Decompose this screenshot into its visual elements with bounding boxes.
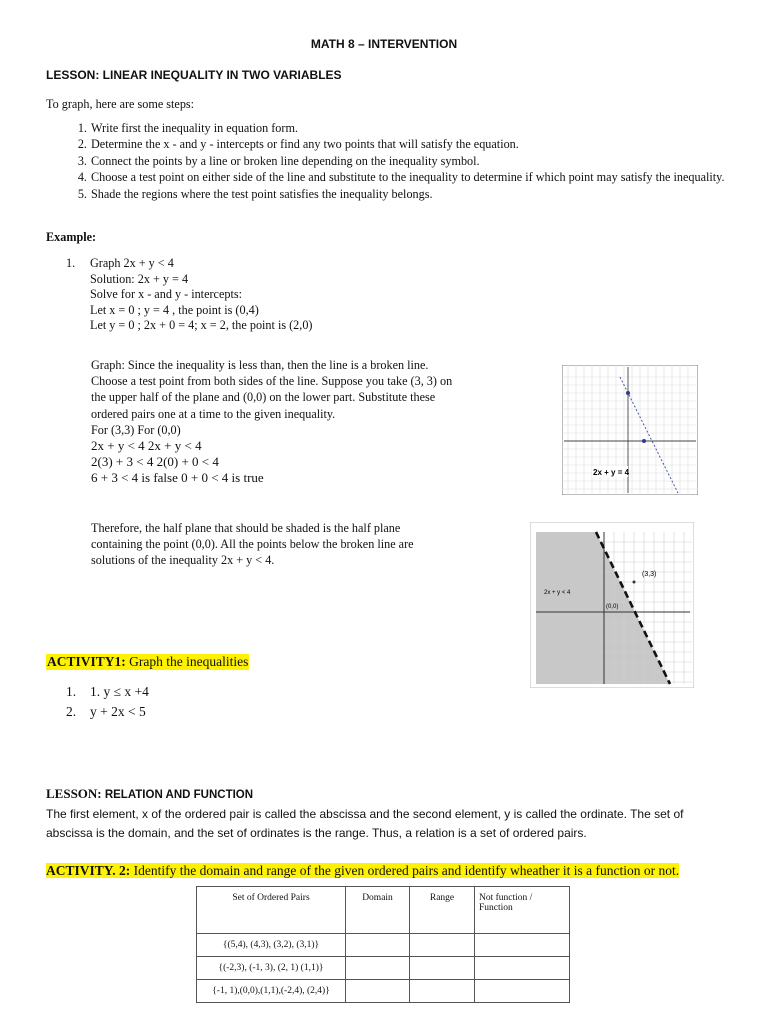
example-label: Example:: [46, 230, 97, 244]
graph-label: 2x + y < 4: [544, 590, 571, 596]
text-line: 6 + 3 < 4 is false 0 + 0 < 4 is true: [91, 470, 264, 486]
list-item: 5. Shade the regions where the test point satisfies the inequality belongs.: [90, 186, 750, 202]
activity2-label: ACTIVITY. 2:: [46, 863, 131, 878]
graph-equation: [562, 365, 698, 495]
lesson2-label: LESSON:: [46, 786, 102, 801]
activity1-heading: [46, 654, 249, 670]
steps-intro: To graph, here are some steps:: [46, 97, 195, 111]
text-line: 2x + y < 4 2x + y < 4: [91, 438, 202, 454]
text-line: containing the point (0,0). All the points below the broken line are: [91, 537, 414, 552]
x-intercept-point: [642, 439, 646, 443]
y-intercept-point: [626, 391, 630, 395]
example-number: 1.: [66, 256, 76, 270]
list-item: 4. Choose a test point on either side of the line and substitute to the inequality to determine if which point may satisfy the inequality.: [90, 169, 750, 185]
table-row: [197, 980, 570, 1003]
graph-explanation: [91, 357, 452, 487]
text-line: Therefore, the half plane that should be shaded is the half plane: [91, 521, 401, 535]
text-line: solutions of the inequality 2x + y < 4.: [91, 553, 275, 568]
activity2-text: Identify the domain and range of the given ordered pairs and identify wheather it is a function or not.: [130, 863, 680, 878]
header-cell: Domain: [346, 887, 410, 934]
item-number: 2.: [66, 704, 77, 719]
table-row: [197, 957, 570, 980]
activity1-label: ACTIVITY1:: [47, 654, 126, 669]
function-cell[interactable]: [475, 957, 570, 980]
range-cell[interactable]: [410, 957, 475, 980]
domain-cell[interactable]: [346, 980, 410, 1003]
table-header-row: [197, 887, 570, 934]
domain-cell[interactable]: [346, 957, 410, 980]
list-item: 2. Determine the x - and y - intercepts or find any two points that will satisfy the equation.: [90, 136, 750, 152]
lesson2-paragraph: The first element, x of the ordered pair is called the abscissa and the second element, y is called the ordinate. The set of abscissa is the domain, and the set of ordinates is the range. Thus, a relation is a set of ordered pairs.: [46, 807, 684, 840]
range-cell[interactable]: [410, 934, 475, 957]
activity2-heading: [46, 861, 726, 880]
lesson2-heading: [46, 786, 253, 802]
steps-list: [46, 120, 750, 202]
table-cell: {(5,4), (4,3), (3,2), (3,1)}: [197, 934, 346, 957]
table-cell: {(-2,3), (-1, 3), (2, 1) (1,1)}: [197, 957, 346, 980]
text-line: 2(3) + 3 < 4 2(0) + 0 < 4: [91, 454, 219, 470]
table-cell: {-1, 1),(0,0),(1,1),(-2,4), (2,4)}: [197, 980, 346, 1003]
page-title: MATH 8 – INTERVENTION: [310, 37, 458, 51]
lesson2-title: RELATION AND FUNCTION: [101, 789, 254, 801]
text-line: the upper half of the plane and (0,0) on the lower part. Substitute these: [91, 390, 436, 405]
item-text: 1. y ≤ x +4: [90, 684, 149, 699]
activity1-text: Graph the inequalities: [125, 654, 249, 669]
function-cell[interactable]: [475, 980, 570, 1003]
text-line: Graph: Since the inequality is less than, then the line is a broken line.: [91, 358, 429, 372]
origin-label: (0,0): [606, 604, 619, 610]
list-item: 3. Connect the points by a line or broken line depending on the inequality symbol.: [90, 153, 750, 169]
header-cell: Not function / Function: [475, 887, 570, 934]
item-number: 1.: [66, 684, 77, 699]
activity1-list: [66, 682, 149, 722]
header-cell: Range: [410, 887, 475, 934]
conclusion-text: [91, 520, 414, 569]
text-line: ordered pairs one at a time to the given inequality.: [91, 406, 336, 421]
example-line: Solve for x - and y - intercepts:: [90, 287, 242, 302]
graph-label: 2x + y = 4: [593, 468, 630, 477]
text-line: Choose a test point from both sides of the line. Suppose you take (3, 3) on: [91, 374, 453, 389]
test-point: [633, 581, 636, 584]
item-text: y + 2x < 5: [90, 704, 146, 719]
example-line: Let x = 0 ; y = 4 , the point is (0,4): [90, 302, 259, 317]
relation-table: [196, 886, 570, 1003]
list-item: [66, 682, 149, 702]
lesson-title: LESSON: LINEAR INEQUALITY IN TWO VARIABLES: [46, 68, 342, 82]
graph-border: [562, 365, 698, 495]
point-label: (3,3): [642, 571, 657, 578]
graph-shaded: [530, 522, 694, 688]
range-cell[interactable]: [410, 980, 475, 1003]
domain-cell[interactable]: [346, 934, 410, 957]
function-cell[interactable]: [475, 934, 570, 957]
example-line: Let y = 0 ; 2x + 0 = 4; x = 2, the point is (2,0): [90, 318, 313, 333]
list-item: 1. Write first the inequality in equation form.: [90, 120, 750, 136]
example-line: Solution: 2x + y = 4: [90, 271, 189, 286]
list-item: [66, 702, 149, 722]
table-row: [197, 934, 570, 957]
example-line: Graph 2x + y < 4: [90, 256, 174, 270]
text-line: For (3,3) For (0,0): [91, 422, 181, 437]
header-cell: Set of Ordered Pairs: [197, 887, 346, 934]
example-solution: [66, 256, 312, 334]
